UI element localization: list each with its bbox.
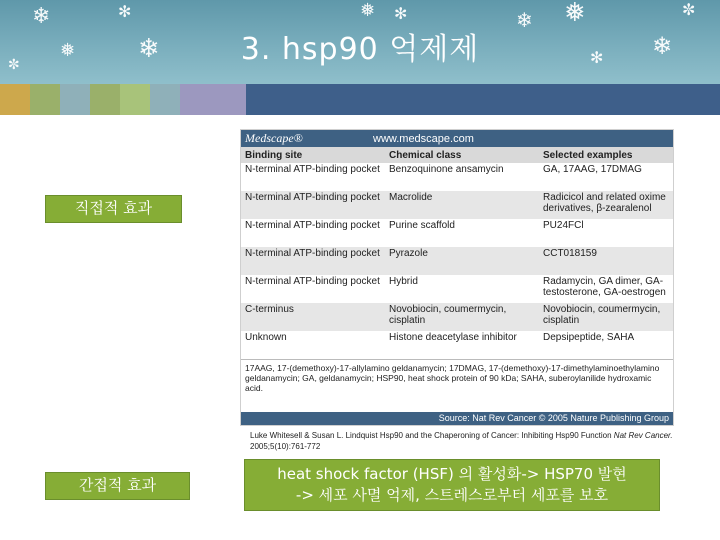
table-row bbox=[241, 303, 673, 331]
table-cell: Unknown bbox=[245, 332, 287, 343]
snowflake-icon: ❄ bbox=[516, 8, 533, 32]
citation-journal: Nat Rev Cancer. bbox=[613, 431, 673, 440]
table-row bbox=[241, 275, 673, 303]
direct-effect-label: 직접적 효과 bbox=[45, 195, 182, 223]
dark-bar bbox=[246, 84, 720, 115]
table-cell: Pyrazole bbox=[385, 247, 539, 275]
column-header: Selected examples bbox=[539, 147, 673, 163]
indirect-line-2: -> 세포 사멸 억제, 스트레스로부터 세포를 보호 bbox=[295, 486, 609, 504]
figure-footnote: 17AAG, 17-(demethoxy)-17-allylamino geldanamycin; 17DMAG, 17-(demethoxy)-17-dimethylaminoethylamino geldanamycin; GA, geldanamycin; HSP90, heat shock protein of 90 kDa; SAHA, suberoylanilide hydroxamic acid. bbox=[241, 359, 673, 403]
column-header: Chemical class bbox=[385, 147, 539, 163]
table-cell: PU24FCl bbox=[543, 220, 584, 231]
figure-header bbox=[241, 130, 673, 147]
citation-volume: 2005;5(10):761-772 bbox=[250, 442, 321, 451]
table-cell: Novobiocin, coumermycin, cisplatin bbox=[539, 303, 673, 331]
citation bbox=[250, 430, 720, 452]
snowflake-icon: ❅ bbox=[360, 0, 376, 21]
table-cell: Hybrid bbox=[389, 276, 418, 287]
table-cell: Novobiocin, coumermycin, cisplatin bbox=[385, 303, 539, 331]
column-header: Binding site bbox=[241, 147, 385, 163]
slide-title: 3. hsp90 억제제 bbox=[240, 32, 480, 67]
table-row bbox=[241, 247, 673, 275]
snowflake-icon: ❅ bbox=[60, 40, 76, 61]
stripe bbox=[120, 84, 150, 115]
stripe bbox=[90, 84, 120, 115]
table-cell: N-terminal ATP-binding pocket bbox=[245, 164, 380, 175]
table-cell: C-terminus bbox=[241, 303, 385, 331]
table-cell: N-terminal ATP-binding pocket bbox=[245, 276, 380, 287]
table-row bbox=[241, 219, 673, 247]
snowflake-icon: ✼ bbox=[682, 0, 696, 19]
snowflake-icon: ✻ bbox=[394, 4, 408, 23]
stripe bbox=[0, 84, 30, 115]
indirect-line-1: heat shock factor (HSF) 의 활성화-> HSP70 발현 bbox=[277, 465, 627, 483]
snowflake-icon: ❅ bbox=[564, 0, 586, 28]
color-stripes bbox=[0, 84, 246, 115]
snowflake-icon: ❄ bbox=[652, 32, 673, 60]
snowflake-icon: ❄ bbox=[138, 34, 160, 64]
inhibitor-table-figure bbox=[240, 129, 674, 426]
table-row bbox=[241, 191, 673, 219]
medscape-logo: Medscape® bbox=[245, 131, 303, 145]
table-cell: N-terminal ATP-binding pocket bbox=[241, 191, 385, 219]
table-cell: CCT018159 bbox=[539, 247, 673, 275]
table-cell: N-terminal ATP-binding pocket bbox=[245, 220, 380, 231]
figure-source: Source: Nat Rev Cancer © 2005 Nature Publishing Group bbox=[241, 412, 673, 425]
indirect-effect-text bbox=[244, 459, 660, 511]
inhibitor-table bbox=[241, 147, 673, 359]
table-cell: GA, 17AAG, 17DMAG bbox=[543, 164, 642, 175]
table-cell: Purine scaffold bbox=[389, 220, 455, 231]
table-cell: Benzoquinone ansamycin bbox=[389, 164, 504, 175]
table-cell: Radamycin, GA dimer, GA-testosterone, GA-oestrogen bbox=[543, 276, 666, 298]
table-cell: N-terminal ATP-binding pocket bbox=[241, 247, 385, 275]
stripe bbox=[30, 84, 60, 115]
title-banner bbox=[0, 0, 720, 84]
stripe bbox=[180, 84, 246, 115]
table-header-row bbox=[241, 147, 673, 163]
indirect-effect-label: 간접적 효과 bbox=[45, 472, 190, 500]
snowflake-icon: ✻ bbox=[590, 48, 604, 67]
figure-url: www.medscape.com bbox=[373, 132, 474, 145]
stripe bbox=[150, 84, 180, 115]
table-row bbox=[241, 163, 673, 191]
table-row bbox=[241, 331, 673, 359]
snowflake-icon: ❄ bbox=[32, 4, 51, 29]
table-cell: Depsipeptide, SAHA bbox=[543, 332, 635, 343]
snowflake-icon: ✼ bbox=[8, 57, 20, 73]
citation-authors-title: Luke Whitesell & Susan L. Lindquist Hsp90 and the Chaperoning of Cancer: Inhibiting Hsp90 Function bbox=[250, 431, 612, 440]
table-cell: Macrolide bbox=[385, 191, 539, 219]
snowflake-icon: ✻ bbox=[118, 2, 132, 21]
stripe bbox=[60, 84, 90, 115]
table-cell: Radicicol and related oxime derivatives, β-zearalenol bbox=[539, 191, 673, 219]
table-cell: Histone deacetylase inhibitor bbox=[389, 332, 517, 343]
